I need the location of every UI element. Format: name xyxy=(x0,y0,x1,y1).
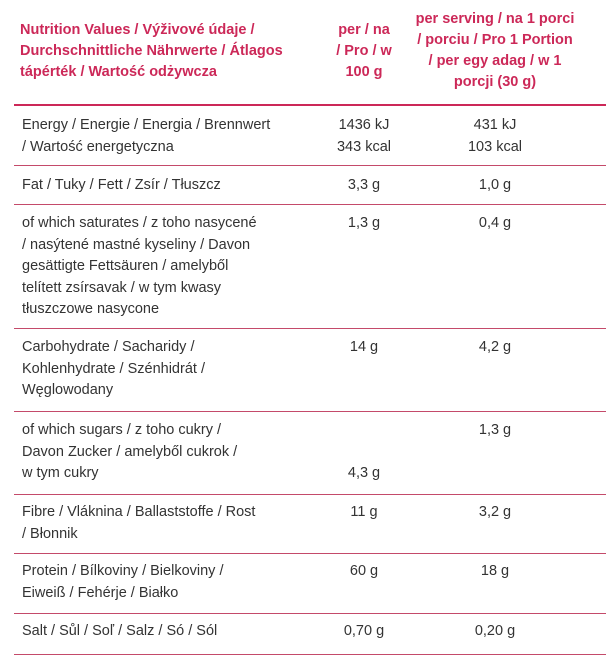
value-line: 3,3 g xyxy=(347,177,381,193)
header-serving-line: / porciu / Pro 1 Portion xyxy=(417,32,573,48)
row-label xyxy=(22,621,312,643)
table-header xyxy=(14,0,606,106)
row-label-line: / Wartość energetyczna xyxy=(22,138,174,155)
table-row-carbohydrate xyxy=(14,329,606,412)
row-serving-value xyxy=(410,561,580,583)
value-line: 11 g xyxy=(350,504,378,520)
row-per100-value xyxy=(310,115,418,158)
row-label xyxy=(22,213,312,321)
row-serving-value xyxy=(410,420,580,442)
row-label-line: of which sugars / z toho cukry / xyxy=(22,422,222,438)
table-row-salt xyxy=(14,614,606,655)
row-label-line: Eiweiß / Fehérje / Białko xyxy=(22,584,179,601)
table-row-sugars xyxy=(14,412,606,495)
value-line: 343 kcal xyxy=(336,138,391,155)
row-label-line: Fibre / Vláknina / Ballaststoffe / Rost xyxy=(22,504,256,520)
row-serving-value xyxy=(410,175,580,197)
header-name-line: Nutrition Values / Výživové údaje / xyxy=(20,22,255,38)
row-serving-value xyxy=(410,115,580,158)
row-label-line: Kohlenhydrate / Szénhidrát / xyxy=(22,360,205,377)
row-label-line: / nasýtené mastné kyseliny / Davon xyxy=(22,236,251,253)
header-nutrition-values xyxy=(20,20,306,83)
table-row-protein xyxy=(14,554,606,614)
table-row-energy xyxy=(14,106,606,166)
row-label xyxy=(22,420,312,485)
value-line: 4,2 g xyxy=(478,339,512,355)
value-line: 3,2 g xyxy=(478,504,512,520)
row-label xyxy=(22,337,312,402)
header-per-100g xyxy=(310,20,418,83)
value-line: 14 g xyxy=(349,339,379,355)
row-per100-value xyxy=(310,621,418,643)
row-serving-value xyxy=(410,621,580,643)
row-label xyxy=(22,115,312,158)
row-label-line: Protein / Bílkoviny / Bielkoviny / xyxy=(22,563,224,579)
row-serving-value xyxy=(410,213,580,235)
row-label xyxy=(22,175,312,197)
header-per100-line: per / na xyxy=(338,22,390,38)
row-serving-value xyxy=(410,337,580,359)
value-line: 103 kcal xyxy=(467,138,522,155)
row-per100-value xyxy=(310,337,418,359)
value-line: 0,70 g xyxy=(343,623,385,639)
table-row-fibre xyxy=(14,495,606,554)
nutrition-table xyxy=(14,0,606,655)
row-per100-value xyxy=(310,502,418,524)
value-line: 431 kJ xyxy=(473,117,517,133)
row-label-line: Carbohydrate / Sacharidy / xyxy=(22,339,195,355)
value-line: 60 g xyxy=(349,563,379,579)
row-label-line: gesättigte Fettsäuren / amelyből xyxy=(22,258,229,274)
value-line: 0,4 g xyxy=(478,215,512,231)
header-per100-line: 100 g xyxy=(345,64,383,80)
header-name-line: tápérték / Wartość odżywcza xyxy=(20,64,217,80)
row-label-line: telített zsírsavak / w tym kwasy xyxy=(22,279,222,296)
value-line: 4,3 g xyxy=(347,465,381,481)
value-line: 1,0 g xyxy=(478,177,512,193)
value-line: 18 g xyxy=(480,563,510,579)
header-per-serving xyxy=(410,9,580,93)
header-name-line: Durchschnittliche Nährwerte / Átlagos xyxy=(20,43,283,59)
value-line: 1436 kJ xyxy=(338,117,390,133)
header-serving-line: per serving / na 1 porci xyxy=(415,11,575,27)
row-per100-value xyxy=(310,561,418,583)
header-per100-line: / Pro / w xyxy=(336,43,392,59)
row-serving-value xyxy=(410,502,580,524)
row-label xyxy=(22,502,312,545)
row-label-line: tłuszczowe nasycone xyxy=(22,301,160,317)
row-label-line: Davon Zucker / amelyből cukrok / xyxy=(22,443,238,460)
row-label-line: Salt / Sůl / Soľ / Salz / Só / Sól xyxy=(22,623,218,639)
row-label-line: w tym cukry xyxy=(22,465,99,481)
row-per100-value xyxy=(310,213,418,235)
row-label-line: Fat / Tuky / Fett / Zsír / Tłuszcz xyxy=(22,177,221,193)
table-row-saturates xyxy=(14,205,606,329)
value-line: 1,3 g xyxy=(347,215,381,231)
row-label-line: Węglowodany xyxy=(22,382,114,398)
header-serving-line: / per egy adag / w 1 xyxy=(428,53,562,69)
row-per100-value xyxy=(310,175,418,197)
table-row-fat xyxy=(14,166,606,205)
row-label-line: Energy / Energie / Energia / Brennwert xyxy=(22,117,271,133)
value-line: 0,20 g xyxy=(474,623,516,639)
row-label-line: of which saturates / z toho nasycené xyxy=(22,215,257,231)
row-label xyxy=(22,561,312,604)
header-serving-line: porcji (30 g) xyxy=(453,74,537,90)
value-line: 1,3 g xyxy=(478,422,512,438)
row-label-line: / Błonnik xyxy=(22,525,78,542)
